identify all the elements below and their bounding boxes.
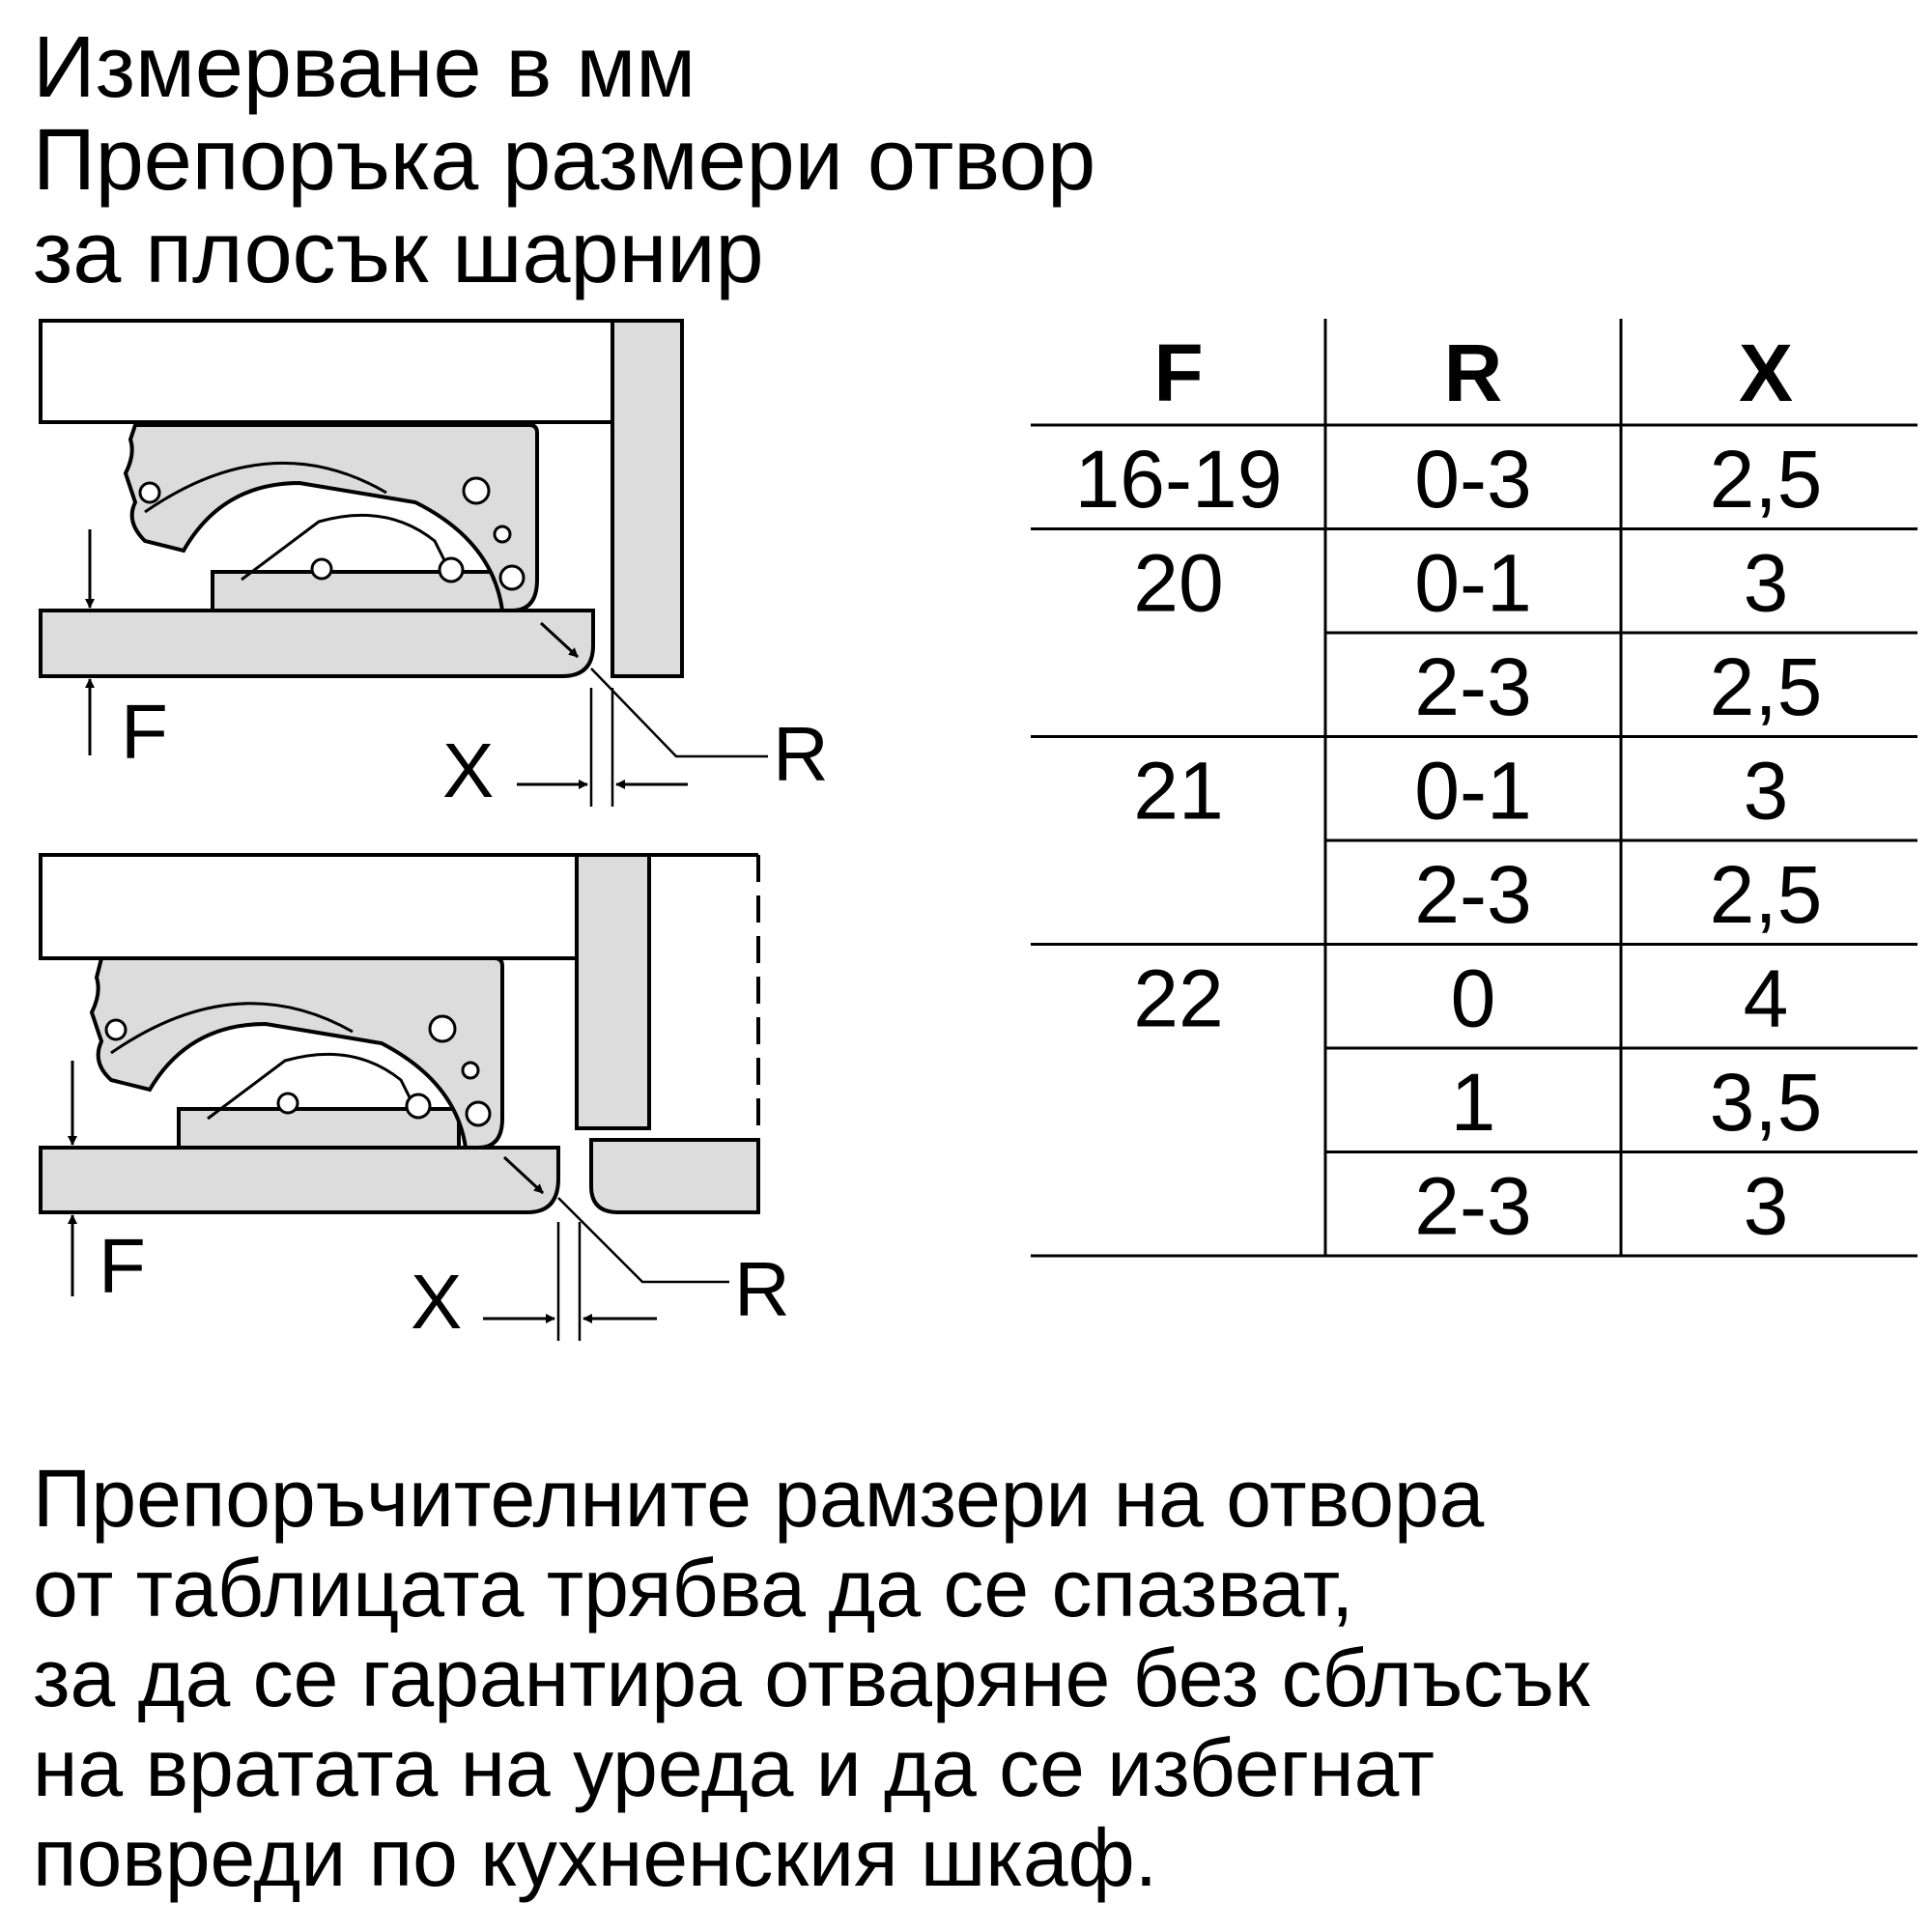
table-cell-x: 4 xyxy=(1743,952,1789,1044)
table-cell-x: 2,5 xyxy=(1709,641,1823,732)
table-cell-r: 1 xyxy=(1450,1057,1496,1148)
table-cell-x: 2,5 xyxy=(1709,849,1823,940)
footer-line-2: от таблицата трябва да се спазват, xyxy=(33,1543,1354,1634)
footer-line-3: за да се гарантира отваряне без сблъсък xyxy=(33,1633,1590,1723)
table-cell-r: 2-3 xyxy=(1414,641,1532,732)
label-f: F xyxy=(121,689,168,775)
table-header-f: F xyxy=(1153,327,1204,418)
table-cell-r: 0-3 xyxy=(1414,434,1532,525)
table-cell-f: 20 xyxy=(1133,537,1224,629)
title-line-1: Измерване в мм xyxy=(33,19,696,116)
table-cell-x: 3 xyxy=(1743,537,1789,629)
table-cell-x: 2,5 xyxy=(1709,434,1823,525)
title-line-2: Препоръка размери отвор xyxy=(33,112,1096,209)
diagram-top xyxy=(41,321,829,813)
footer-line-1: Препоръчителните рамзери на отвора xyxy=(33,1453,1485,1544)
title-line-3: за плосък шарнир xyxy=(33,205,764,301)
label-x: X xyxy=(442,727,495,813)
r-leader-line xyxy=(591,668,768,756)
door-panel xyxy=(41,611,593,676)
table-cell-r: 2-3 xyxy=(1414,849,1532,940)
table-cell-x: 3,5 xyxy=(1709,1057,1823,1148)
table-cell-r: 2-3 xyxy=(1414,1160,1532,1252)
table-cell-f: 22 xyxy=(1133,952,1224,1044)
table-cell-x: 3 xyxy=(1743,1160,1789,1252)
label-r: R xyxy=(773,711,829,797)
table-header-x: X xyxy=(1738,327,1794,418)
door-panel xyxy=(41,1148,558,1212)
table-cell-x: 3 xyxy=(1743,745,1789,837)
table-header-r: R xyxy=(1443,327,1503,418)
table-cell-f: 16-19 xyxy=(1074,434,1283,525)
table-cell-r: 0-1 xyxy=(1414,537,1532,629)
cabinet-top-panel xyxy=(41,321,612,422)
table-cell-r: 0-1 xyxy=(1414,745,1532,837)
cabinet-side-panel xyxy=(577,855,649,1128)
decor-panel xyxy=(591,1140,758,1212)
table-cell-r: 0 xyxy=(1450,952,1496,1044)
dimension-table xyxy=(1031,319,1918,1256)
footer-block xyxy=(33,1454,1590,1903)
footer-line-5: повреди по кухненския шкаф. xyxy=(33,1812,1158,1903)
cabinet-side-panel xyxy=(612,321,682,676)
footer-line-4: на вратата на уреда и да се избегнат xyxy=(33,1722,1435,1813)
label-r: R xyxy=(734,1246,790,1332)
label-x: X xyxy=(411,1259,463,1345)
diagram-bottom xyxy=(41,855,790,1345)
label-f: F xyxy=(99,1223,146,1309)
table-cell-f: 21 xyxy=(1133,745,1224,837)
